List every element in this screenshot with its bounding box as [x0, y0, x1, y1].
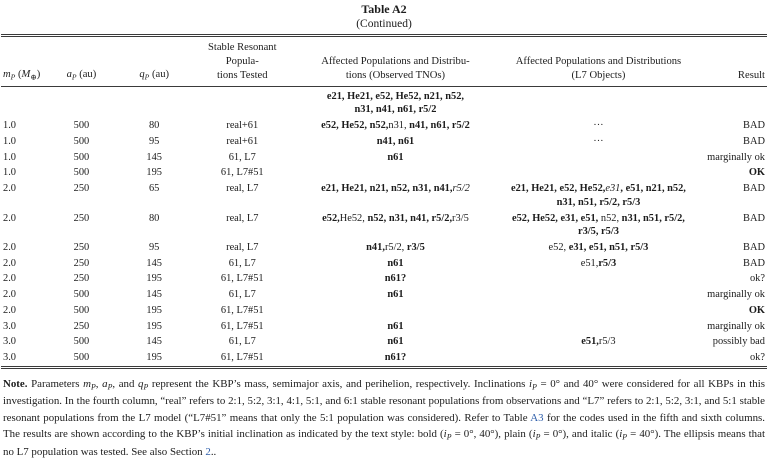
cell-qp: 195 [146, 320, 162, 332]
cell-qp: 145 [146, 289, 162, 301]
cell-ap: 500 [73, 352, 90, 364]
table-row [1, 240, 767, 256]
cell-qp: 145 [146, 257, 162, 269]
table-row [1, 165, 767, 181]
table-row [1, 150, 767, 166]
cell-ap: 250 [73, 257, 90, 269]
cell-observed-tnos: n61 [387, 336, 404, 348]
cell-qp: 80 [148, 120, 160, 132]
cell-l7-objects [499, 319, 698, 335]
cell-result: ok? [749, 352, 765, 364]
cell-ap [47, 86, 116, 118]
cell-ap: 500 [73, 167, 90, 179]
cell-mp: 3.0 [3, 336, 16, 348]
cell-observed-tnos: n41, n61 [376, 135, 415, 147]
cell-result: BAD [743, 120, 765, 132]
cell-mp: 1.0 [3, 120, 16, 132]
cell-mp: 2.0 [3, 273, 16, 285]
cell-qp: 195 [146, 352, 162, 364]
cell-observed-tnos: n61 [387, 151, 404, 163]
cell-l7-objects: e21, He21, e52, He52,e31, e51, n21, n52, n31, n51, r5/2, r5/3 [511, 183, 686, 208]
cell-stable-populations: real, L7 [226, 212, 259, 224]
cell-stable-populations: 61, L7 [228, 289, 256, 301]
cell-ap: 250 [73, 183, 90, 195]
cell-mp: 2.0 [3, 183, 16, 195]
cell-mp: 1.0 [3, 151, 16, 163]
cell-l7-objects: e52, e31, e51, n51, r5/3 [548, 242, 649, 254]
table-header-row [1, 36, 767, 86]
column-header-affected-l7-objects: Affected Populations and Distributions (L7 Objects) [499, 36, 698, 86]
table-row [1, 350, 767, 367]
cell-observed-tnos: e21, He21, e52, He52, n21, n52, n31, n41, n61, r5/2 [326, 90, 465, 116]
link-table-a3[interactable]: A3 [530, 411, 544, 424]
cell-mp: 1.0 [3, 135, 16, 147]
cell-observed-tnos: n61? [384, 352, 407, 364]
cell-ap: 500 [73, 336, 90, 348]
table-row [1, 319, 767, 335]
cell-qp: 95 [148, 135, 160, 147]
table-row [1, 211, 767, 240]
column-header-mp: $m_P$ $(M_\oplus)$ [1, 36, 47, 86]
cell-observed-tnos: e52,He52, n52, n31, n41, r5/2,r3/5 [322, 212, 469, 224]
cell-mp: 2.0 [3, 257, 16, 269]
cell-result: OK [748, 167, 765, 179]
table-row [1, 303, 767, 319]
cell-l7-objects: e52, He52, e31, e51, n52, n31, n51, r5/2, r3/5, r5/3 [512, 212, 685, 238]
table-row [1, 134, 767, 150]
cell-mp: 1.0 [3, 167, 16, 179]
cell-ap: 250 [73, 273, 90, 285]
cell-observed-tnos: n61 [387, 320, 404, 332]
cell-result: BAD [743, 257, 765, 269]
cell-qp: 195 [146, 273, 162, 285]
cell-stable-populations [192, 86, 292, 118]
cell-result: BAD [743, 183, 765, 195]
column-header-stable-populations: Stable Resonant Popula- tions Tested [192, 36, 292, 86]
cell-mp: 2.0 [3, 212, 16, 224]
cell-ap: 250 [73, 320, 90, 332]
cell-qp: 145 [146, 151, 162, 163]
cell-l7-objects [499, 150, 698, 166]
cell-stable-populations: 61, L7 [228, 151, 256, 163]
cell-stable-populations: 61, L7#51 [220, 273, 264, 285]
cell-result: possibly bad [712, 336, 765, 348]
cell-result: marginally ok [707, 151, 765, 163]
cell-qp: 195 [146, 167, 162, 179]
table-row [1, 287, 767, 303]
cell-mp: 3.0 [3, 320, 16, 332]
cell-stable-populations: real, L7 [226, 183, 259, 195]
cell-qp: 65 [148, 183, 160, 195]
cell-observed-tnos: e52, He52, n52,n31, n41, n61, r5/2 [321, 120, 470, 132]
cell-l7-objects [499, 271, 698, 287]
cell-qp: 145 [146, 336, 162, 348]
link-section-2[interactable]: 2 [205, 445, 211, 458]
cell-l7-objects [499, 303, 698, 319]
cell-l7-objects: e51,r5/3 [581, 336, 616, 348]
cell-qp: 80 [148, 212, 160, 224]
cell-l7-objects [499, 165, 698, 181]
cell-observed-tnos: n61 [387, 257, 404, 269]
cell-mp: 2.0 [3, 289, 16, 301]
table-title-block [1, 2, 767, 31]
cell-result [698, 86, 767, 118]
table-row [1, 271, 767, 287]
table-row [1, 118, 767, 134]
cell-ap: 500 [73, 304, 90, 316]
cell-ap: 250 [73, 242, 90, 254]
cell-stable-populations: 61, L7#51 [220, 352, 264, 364]
column-header-ap: $a_P$ (au) [47, 36, 116, 86]
cell-l7-objects [499, 287, 698, 303]
table-row [1, 334, 767, 350]
cell-ap: 500 [73, 289, 90, 301]
cell-stable-populations: real+61 [226, 120, 259, 132]
cell-result: BAD [743, 212, 765, 224]
cell-l7-objects: ··· [593, 120, 604, 132]
cell-l7-objects: ··· [593, 135, 604, 147]
cell-stable-populations: 61, L7#51 [220, 320, 264, 332]
table-row [1, 256, 767, 272]
cell-mp: 2.0 [3, 242, 16, 254]
table-subtitle: (Continued) [356, 18, 412, 30]
cell-observed-tnos [292, 165, 499, 181]
table-row [1, 181, 767, 210]
cell-l7-objects: e51,r5/3 [580, 257, 617, 269]
cell-ap: 500 [73, 135, 90, 147]
column-header-qp: $q_P$ (au) [116, 36, 193, 86]
cell-qp [116, 86, 193, 118]
cell-observed-tnos: n61 [387, 289, 404, 301]
cell-result: BAD [743, 135, 765, 147]
cell-observed-tnos: n61? [384, 273, 407, 285]
cell-stable-populations: 61, L7#51 [220, 304, 264, 316]
cell-result: ok? [749, 273, 765, 285]
table-title: Table A2 [361, 2, 407, 16]
cell-ap: 500 [73, 120, 90, 132]
cell-ap: 500 [73, 151, 90, 163]
cell-mp: 3.0 [3, 352, 16, 364]
results-table [1, 34, 767, 369]
column-header-result: Result [698, 36, 767, 86]
cell-qp: 95 [148, 242, 160, 254]
table-header [1, 36, 767, 86]
column-header-affected-observed-tnos: Affected Populations and Distribu- tions (Observed TNOs) [292, 36, 499, 86]
cell-observed-tnos: e21, He21, n21, n52, n31, n41,r5/2 [321, 183, 470, 195]
table-body [1, 86, 767, 367]
cell-result: BAD [743, 242, 765, 254]
cell-stable-populations: 61, L7#51 [220, 167, 264, 179]
cell-mp [1, 86, 47, 118]
cell-l7-objects [499, 86, 698, 118]
cell-mp: 2.0 [3, 304, 16, 316]
cell-stable-populations: real+61 [226, 135, 259, 147]
cell-ap: 250 [73, 212, 90, 224]
cell-qp: 195 [146, 304, 162, 316]
cell-stable-populations: 61, L7 [228, 257, 256, 269]
table-row [1, 86, 767, 118]
cell-stable-populations: real, L7 [226, 242, 259, 254]
cell-observed-tnos: n41,r5/2, r3/5 [366, 242, 425, 254]
cell-result: OK [748, 304, 765, 316]
table-note: Note. Parameters $m_P$, $a_P$, and $q_P$ represent the KBP’s mass, semimajor axis, and perihelion, respectively. Inclinations $i_P = 0^\circ$ and 40° were considered for all KBPs in this investigation. In the fourth column, “real” refers to 2:1, 5:2, 3:1, 4:1, 5:1, and 6:1 stable resonant populations from observations and “L7” refers to 2:1, 5:2, 3:1, and 5:1 stable resonant populations from the L7 model (“L7#51” means that only the 5:1 population was considered). Refer to Table A3 for the codes used in the fifth and sixth columns. The results are shown according to the KBP’s initial inclination as indicated by the text style: bold ($i_P = 0^\circ$, 40°), plain $(i_P = 0^\circ)$, and italic $(i_P = 40^\circ)$. The ellipsis means that no L7 population was tested. See also Section 2.. [3, 377, 766, 458]
cell-stable-populations: 61, L7 [228, 336, 256, 348]
cell-observed-tnos [292, 303, 499, 319]
cell-result: marginally ok [707, 289, 765, 301]
cell-result: marginally ok [707, 320, 765, 332]
cell-l7-objects [499, 350, 698, 367]
